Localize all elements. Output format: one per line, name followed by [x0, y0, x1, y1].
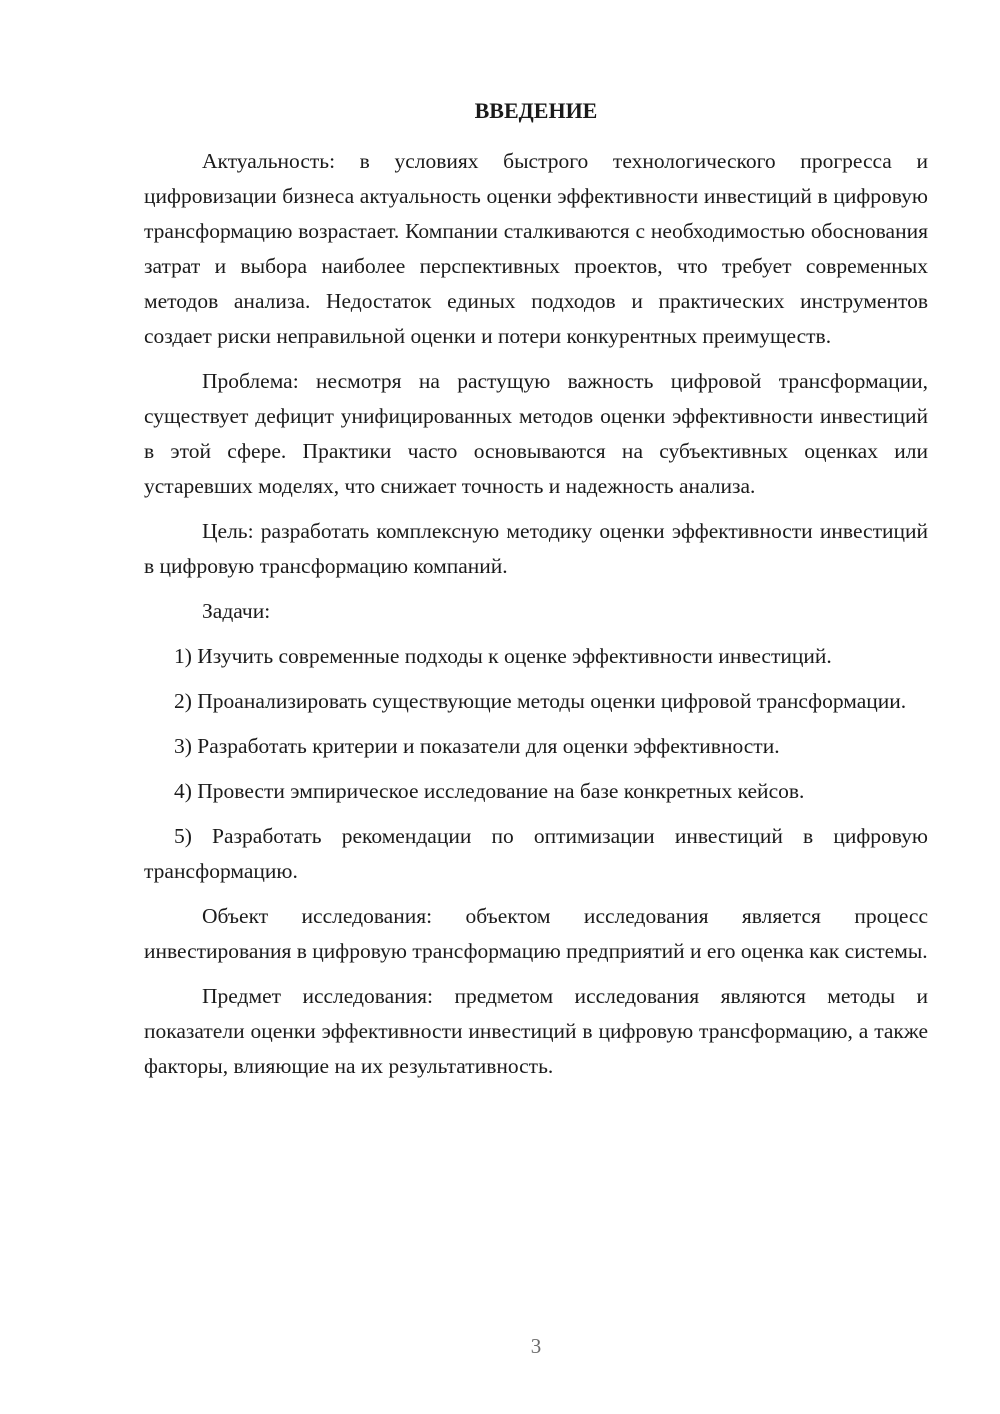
- subject-paragraph: Предмет исследования: предметом исследования являются методы и показатели оценки эффективности инвестиций в цифровую трансформацию, а также факторы, влияющие на их результативность.: [144, 984, 928, 1078]
- tasks-heading: Задачи:: [202, 599, 271, 623]
- relevance-paragraph: Актуальность: в условиях быстрого технологического прогресса и цифровизации бизнеса актуальность оценки эффективности инвестиций в цифровую трансформацию возрастает. Компании сталкиваются с необходимостью обоснования затрат и выбора наиболее перспективных проектов, что требует современных методов анализа. Недостаток единых подходов и практических инструментов создает риски неправильной оценки и потери конкурентных преимуществ.: [144, 149, 928, 348]
- task-item: 5) Разработать рекомендации по оптимизации инвестиций в цифровую трансформацию.: [144, 824, 928, 883]
- problem-paragraph: Проблема: несмотря на растущую важность цифровой трансформации, существует дефицит унифицированных методов оценки эффективности инвестиций в этой сфере. Практики часто основываются на субъективных оценках или устаревших моделях, что снижает точность и надежность анализа.: [144, 369, 928, 498]
- page-number: 3: [530, 1334, 542, 1358]
- object-paragraph: Объект исследования: объектом исследования является процесс инвестирования в цифровую трансформацию предприятий и его оценка как системы.: [144, 904, 928, 963]
- section-title: ВВЕДЕНИЕ: [474, 98, 598, 123]
- task-item: 4) Провести эмпирическое исследование на базе конкретных кейсов.: [174, 779, 805, 803]
- goal-paragraph: Цель: разработать комплексную методику оценки эффективности инвестиций в цифровую трансформацию компаний.: [144, 519, 928, 578]
- task-item: 2) Проанализировать существующие методы оценки цифровой трансформации.: [174, 689, 907, 713]
- task-item: 3) Разработать критерии и показатели для оценки эффективности.: [174, 734, 780, 758]
- document-body: [144, 144, 928, 1094]
- task-item: 1) Изучить современные подходы к оценке эффективности инвестиций.: [174, 644, 832, 668]
